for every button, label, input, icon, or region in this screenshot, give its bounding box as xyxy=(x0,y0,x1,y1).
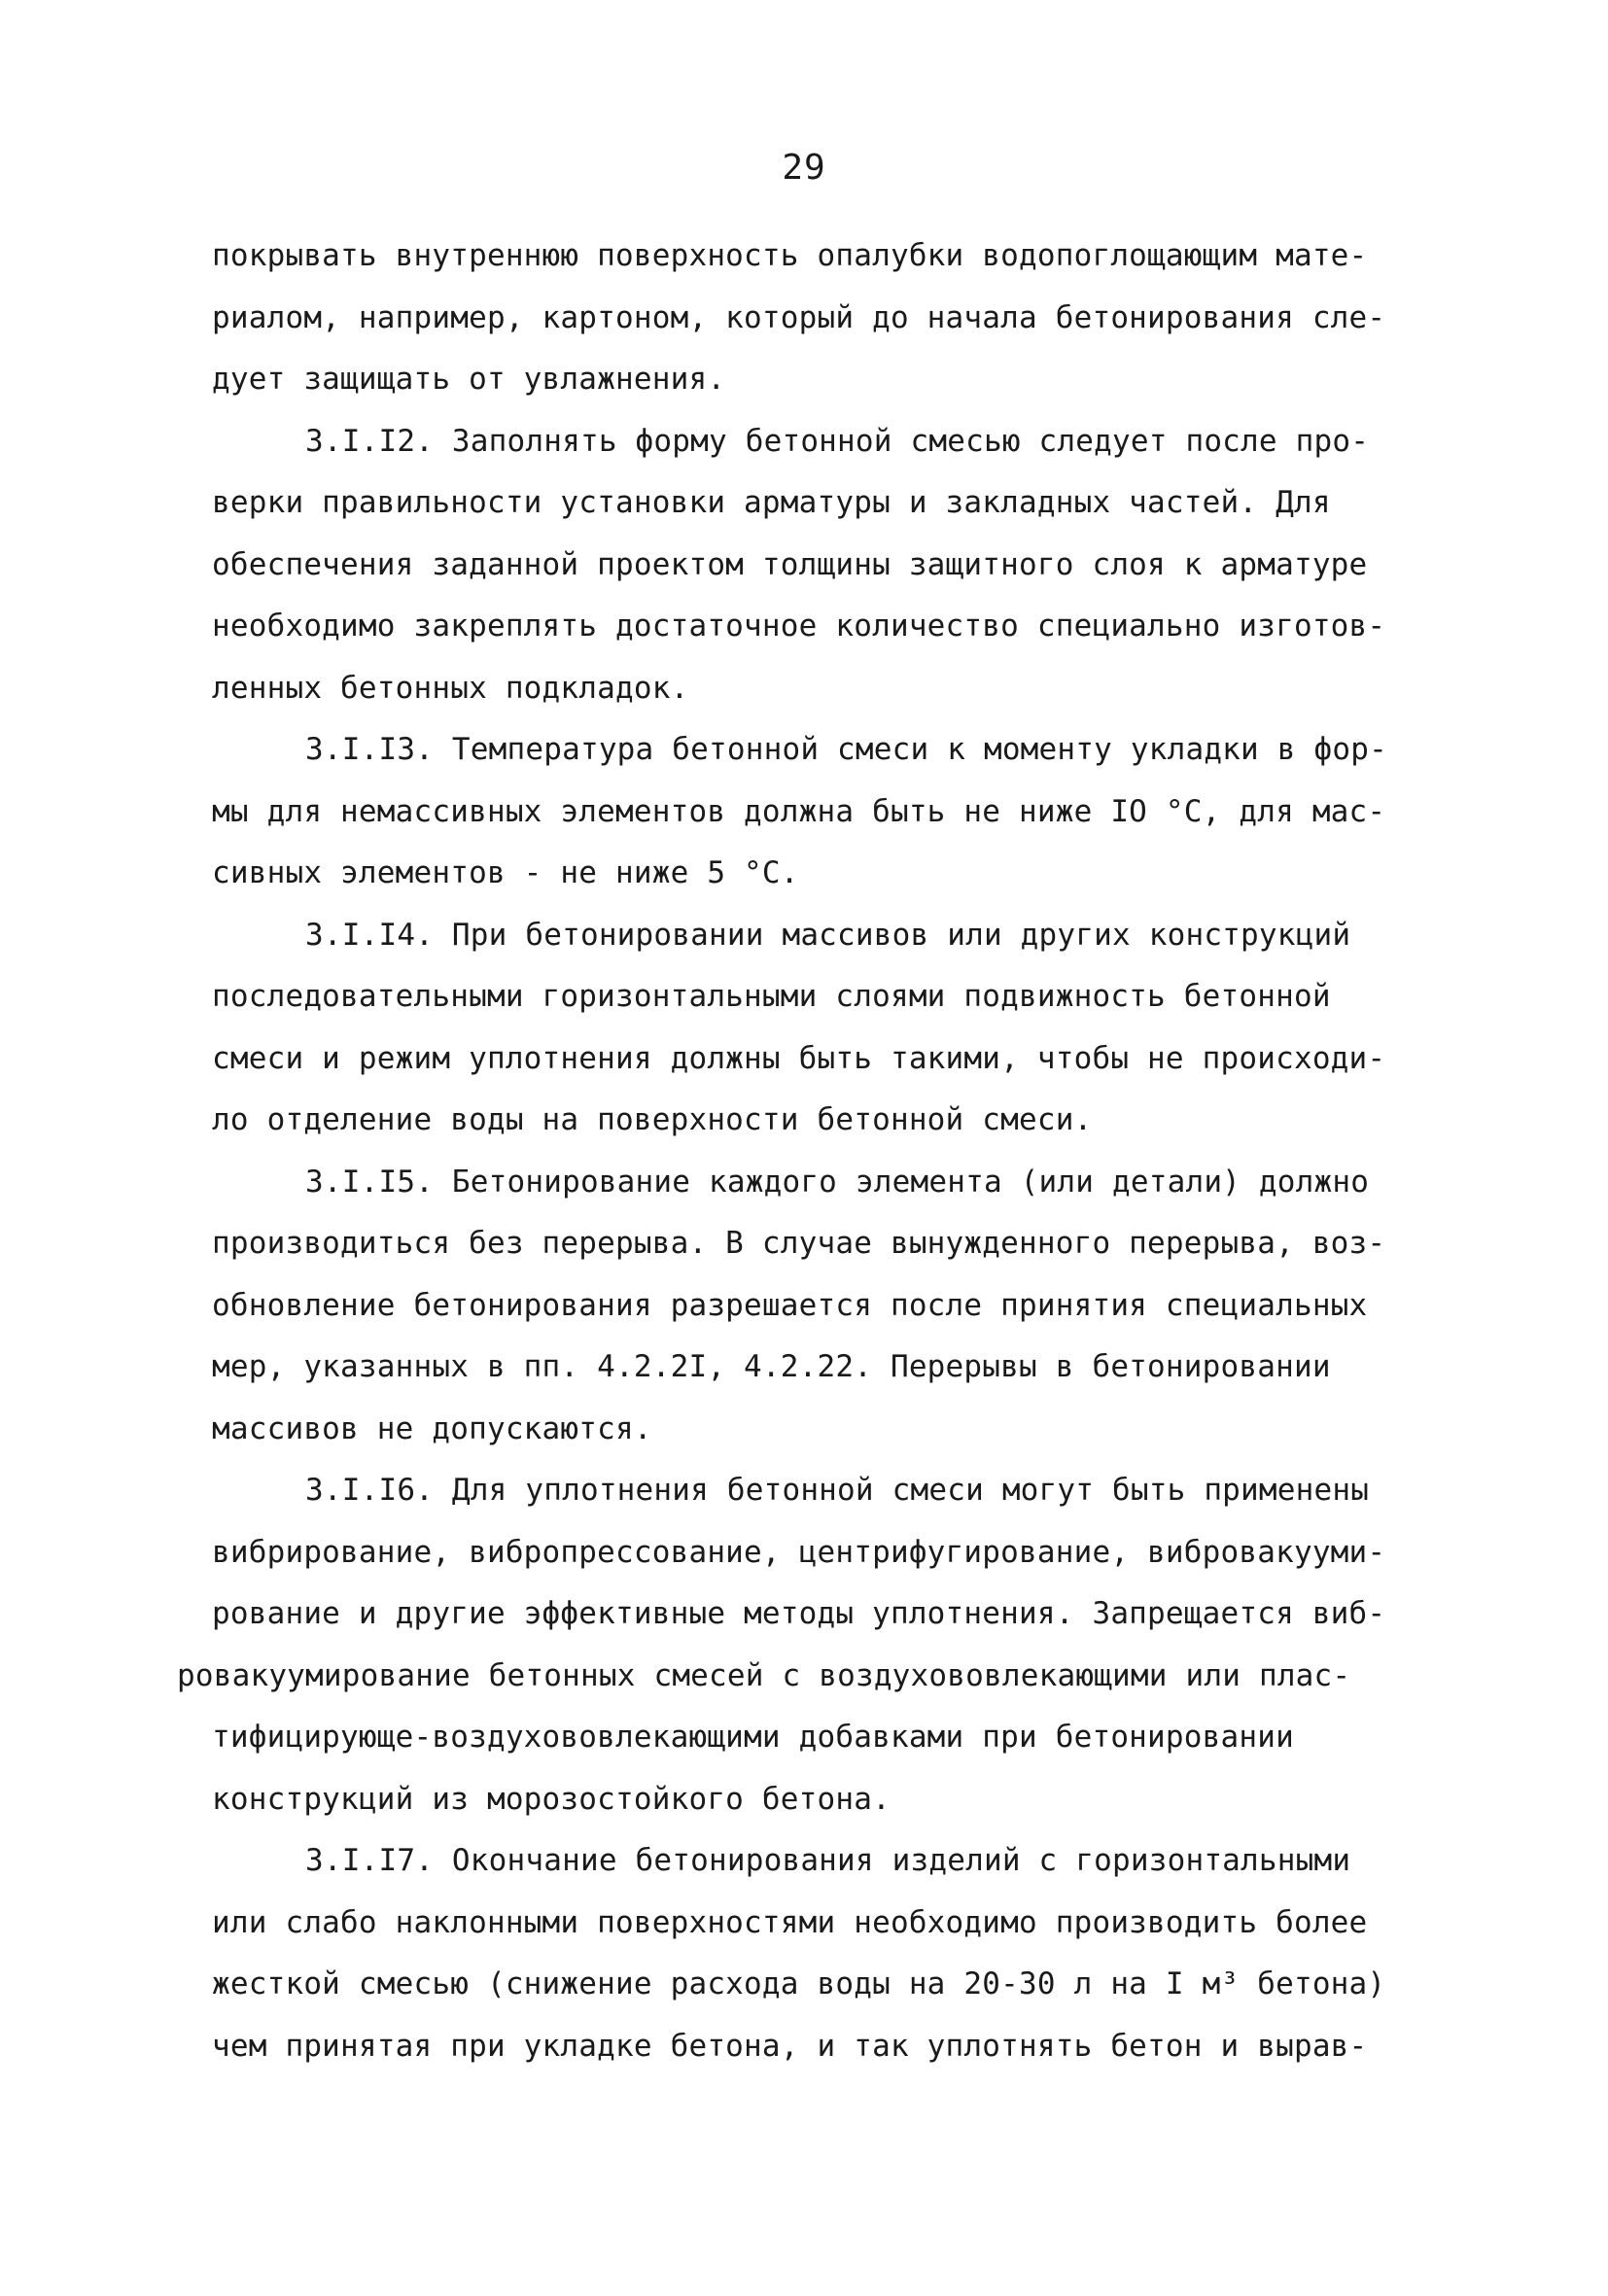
text-line: мер, указанных в пп. 4.2.2I, 4.2.22. Перерывы в бетонировании xyxy=(212,1349,1331,1384)
paragraph-start-3-1-13: 3.I.I3. Температура бетонной смеси к моменту укладки в фор- xyxy=(305,732,1387,767)
paragraph-start-3-1-14: 3.I.I4. При бетонировании массивов или других конструкций xyxy=(305,917,1351,953)
text-line: вибрирование, вибропрессование, центрифугирование, вибровакууми- xyxy=(212,1534,1386,1570)
body-text xyxy=(177,226,1417,2077)
text-line: жесткой смесью (снижение расхода воды на 20-30 л на I м³ бетона) xyxy=(212,1966,1386,2001)
paragraph-start-3-1-17: 3.I.I7. Окончание бетонирования изделий с горизонтальными xyxy=(305,1843,1351,1878)
text-line: или слабо наклонными поверхностями необходимо производить более xyxy=(212,1904,1368,1940)
text-line: ло отделение воды на поверхности бетонной смеси. xyxy=(212,1102,1093,1137)
text-line: конструкций из морозостойкого бетона. xyxy=(212,1781,891,1817)
text-line: риалом, например, картоном, который до начала бетонирования сле- xyxy=(212,299,1386,335)
text-line: чем принятая при укладке бетона, и так уплотнять бетон и вырав- xyxy=(212,2028,1368,2064)
text-line: необходимо закреплять достаточное количество специально изготов- xyxy=(212,609,1386,644)
text-line: дует защищать от увлажнения. xyxy=(212,362,726,397)
paragraph-start-3-1-16: 3.I.I6. Для уплотнения бетонной смеси могут быть применены xyxy=(305,1473,1370,1508)
text-line: покрывать внутреннюю поверхность опалубки водопоглощающим мате- xyxy=(212,238,1368,273)
text-line: тифицирующе-воздухововлекающими добавками при бетонировании xyxy=(212,1720,1294,1755)
text-line: смеси и режим уплотнения должны быть такими, чтобы не происходи- xyxy=(212,1040,1386,1076)
text-line: ровакуумирование бетонных смесей с воздухововлекающими или плас- xyxy=(177,1657,1351,1693)
page-number: 29 xyxy=(782,148,826,188)
paragraph-start-3-1-15: 3.I.I5. Бетонирование каждого элемента (или детали) должно xyxy=(305,1164,1370,1200)
text-line: обновление бетонирования разрешается после принятия специальных xyxy=(212,1287,1368,1323)
text-line: массивов не допускаются. xyxy=(212,1410,652,1446)
paragraph-start-3-1-12: 3.I.I2. Заполнять форму бетонной смесью следует после про- xyxy=(305,423,1370,459)
text-line: рование и другие эффективные методы уплотнения. Запрещается виб- xyxy=(212,1596,1386,1631)
text-line: производиться без перерыва. В случае вынужденного перерыва, воз- xyxy=(212,1226,1386,1261)
text-line: сивных элементов - не ниже 5 °C. xyxy=(212,855,799,890)
text-line: последовательными горизонтальными слоями подвижность бетонной xyxy=(212,979,1331,1014)
text-line: мы для немассивных элементов должна быть не ниже IO °C, для мас- xyxy=(212,793,1386,829)
text-line: верки правильности установки арматуры и закладных частей. Для xyxy=(212,485,1331,520)
text-line: ленных бетонных подкладок. xyxy=(212,670,689,706)
text-line: обеспечения заданной проектом толщины защитного слоя к арматуре xyxy=(212,546,1368,582)
